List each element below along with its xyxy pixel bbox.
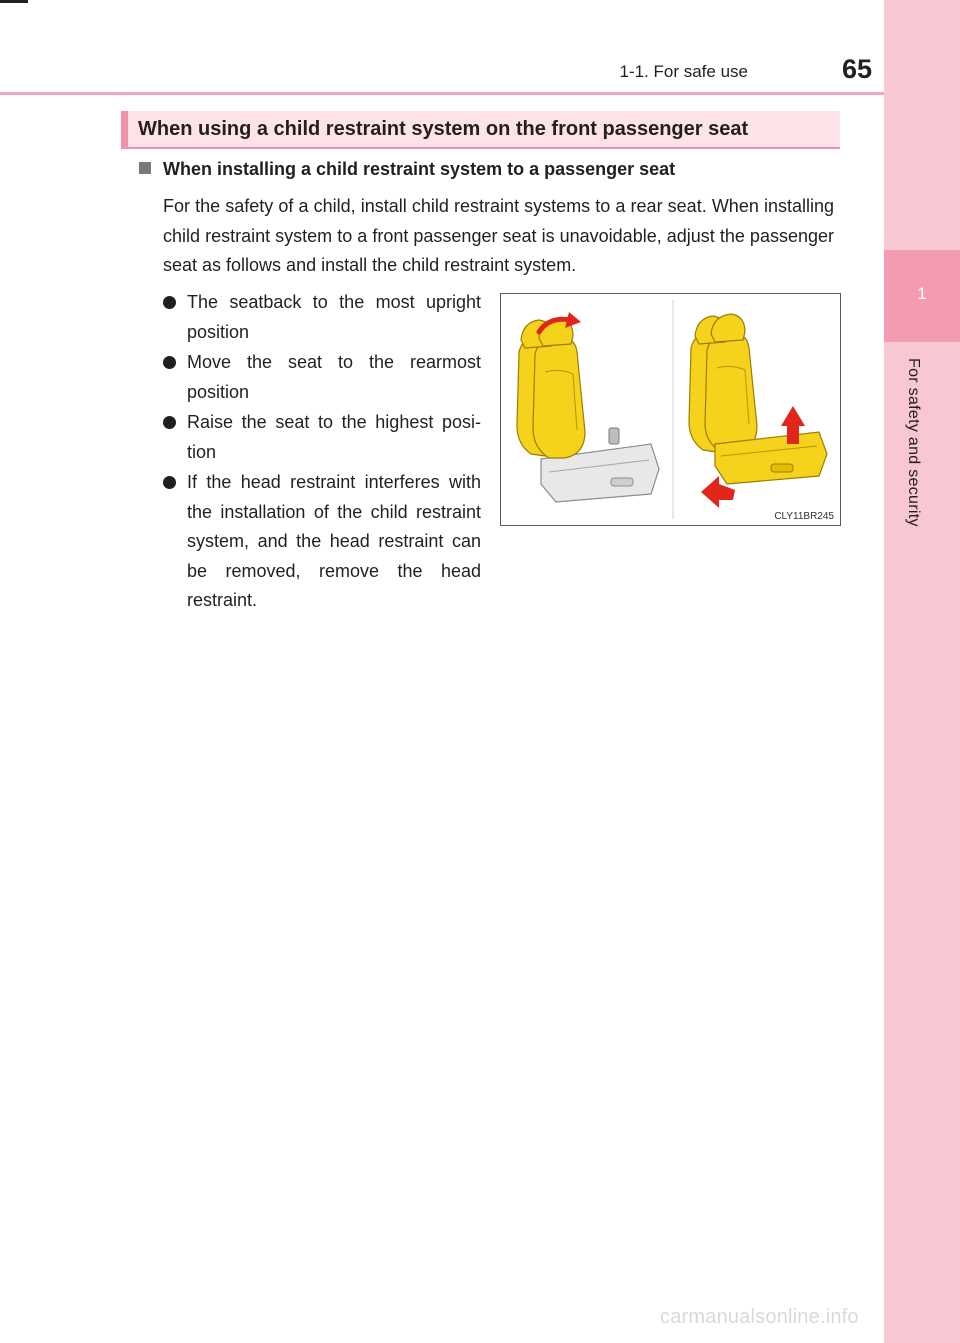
header-rule	[0, 92, 884, 95]
image-code: CLY11BR245	[774, 511, 834, 522]
crop-mark-left	[0, 0, 28, 3]
list-item-text: Move the seat to the rearmost position	[187, 352, 481, 402]
adjustment-list	[163, 288, 481, 617]
list-item-text: Raise the seat to the highest posi-tion	[187, 412, 481, 462]
list-item-text: The seatback to the most upright position	[187, 292, 481, 342]
seat-illustration-svg	[501, 294, 840, 525]
subsection-heading	[139, 159, 675, 180]
watermark: carmanualsonline.info	[660, 1306, 859, 1328]
section-title-bar	[121, 111, 840, 149]
bullet-dot-icon	[163, 416, 176, 429]
seat-adjustment-illustration	[500, 293, 841, 526]
chapter-label: For safety and security	[905, 358, 922, 527]
list-item	[163, 408, 481, 467]
seat-raised-drawing	[689, 314, 827, 508]
bullet-dot-icon	[163, 476, 176, 489]
chapter-side-tab	[884, 0, 960, 1343]
chapter-number: 1	[917, 284, 927, 303]
running-header-section: 1-1. For safe use	[619, 62, 748, 81]
page-number: 65	[841, 54, 872, 84]
list-item	[163, 348, 481, 407]
section-title: When using a child restraint system on the front passenger seat	[138, 118, 749, 140]
list-item-text: If the head restraint interferes with the installation of the child restraint system, and the head restraint can be removed, remove the head restraint.	[187, 472, 481, 610]
subsection-heading-text: When installing a child restraint system to a passenger seat	[163, 159, 676, 179]
list-item	[163, 288, 481, 347]
list-item	[163, 468, 481, 616]
intro-paragraph: For the safety of a child, install child restraint systems to a rear seat. When installing child restraint system to a front passenger seat is unavoidable, adjust the passenger seat as follows and install the child restraint system.	[163, 196, 834, 275]
bullet-dot-icon	[163, 296, 176, 309]
seat-upright-drawing	[517, 312, 659, 502]
bullet-dot-icon	[163, 356, 176, 369]
section-accent-bar	[121, 111, 128, 147]
square-bullet-icon	[139, 162, 151, 174]
